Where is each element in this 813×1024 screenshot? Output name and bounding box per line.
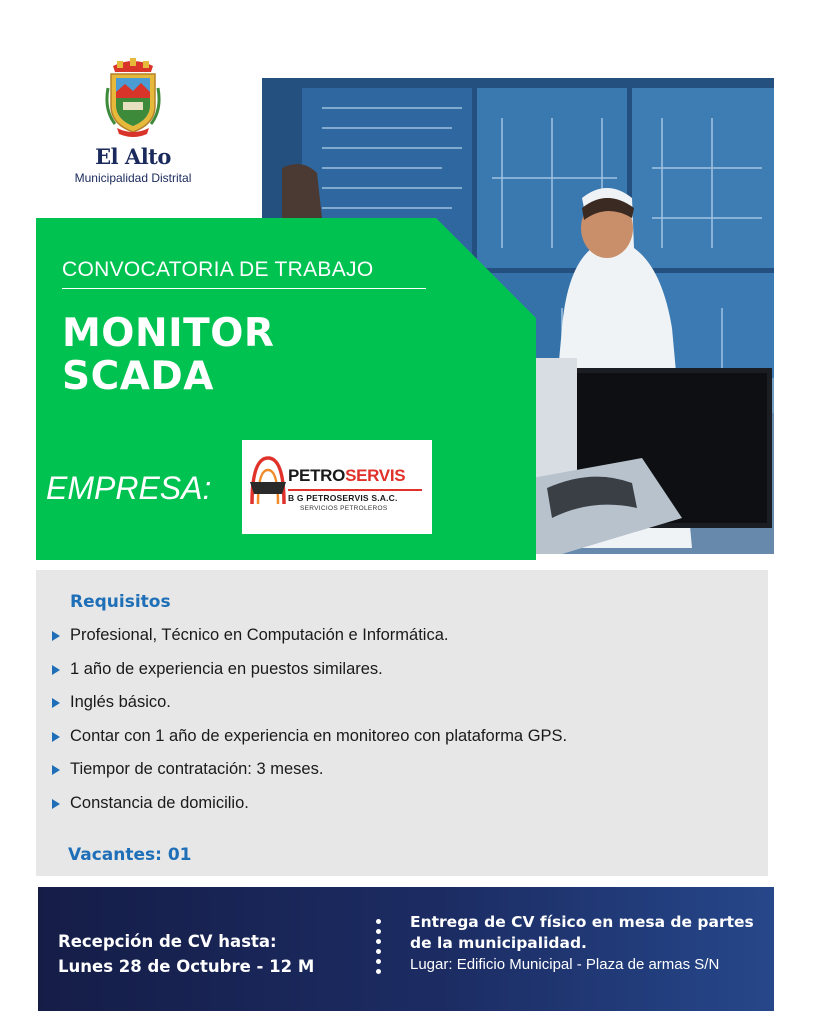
coat-of-arms-icon xyxy=(105,58,161,138)
list-item xyxy=(50,693,567,727)
cv-delivery-info xyxy=(410,912,760,975)
bullet-icon xyxy=(52,665,60,675)
bullet-icon xyxy=(52,765,60,775)
requirement-text: 1 año de experiencia en puestos similares. xyxy=(70,659,383,678)
cv-deadline-label: Recepción de CV hasta: xyxy=(58,932,277,951)
company-divider xyxy=(288,489,422,491)
cv-deadline-date: Lunes 28 de Octubre - 12 M xyxy=(58,957,315,976)
cv-deadline xyxy=(58,929,314,979)
list-item xyxy=(50,794,567,828)
vertical-dots-divider xyxy=(376,919,384,979)
bullet-icon xyxy=(52,698,60,708)
delivery-place: Lugar: Edificio Municipal - Plaza de armas S/N xyxy=(410,956,720,973)
job-title xyxy=(62,312,274,398)
company-name-part1: PETRO xyxy=(288,466,346,485)
logo-title: El Alto xyxy=(95,144,171,169)
requirement-text: Inglés básico. xyxy=(70,693,171,711)
bullet-icon xyxy=(52,799,60,809)
company-name xyxy=(288,466,405,486)
list-item xyxy=(50,727,567,761)
requirements-list xyxy=(50,626,567,827)
vacancies: Vacantes: 01 xyxy=(68,845,192,865)
bullet-icon xyxy=(52,732,60,742)
arch-icon xyxy=(248,452,288,508)
company-legal-name: B G PETROSERVIS S.A.C. xyxy=(288,493,398,503)
company-label: EMPRESA: xyxy=(46,470,212,506)
requirement-text: Constancia de domicilio. xyxy=(70,793,249,812)
bullet-icon xyxy=(52,631,60,641)
company-logo xyxy=(242,440,432,534)
requirements-title: Requisitos xyxy=(70,592,171,612)
requirement-text: Profesional, Técnico en Computación e Informática. xyxy=(70,626,449,644)
municipality-logo xyxy=(58,58,208,185)
company-name-part2: SERVIS xyxy=(345,466,406,485)
logo-subtitle: Municipalidad Distrital xyxy=(74,171,192,185)
requirement-text: Tiempor de contratación: 3 meses. xyxy=(70,760,324,778)
company-tagline: SERVICIOS PETROLEROS xyxy=(300,505,388,512)
requirement-text: Contar con 1 año de experiencia en monitoreo con plataforma GPS. xyxy=(70,726,568,745)
list-item xyxy=(50,760,567,794)
job-category: CONVOCATORIA DE TRABAJO xyxy=(62,258,426,289)
list-item xyxy=(50,626,567,660)
list-item xyxy=(50,660,567,694)
job-title-line2: SCADA xyxy=(62,354,214,399)
job-title-line1: MONITOR xyxy=(62,311,275,356)
delivery-title: Entrega de CV físico en mesa de partes de la municipalidad. xyxy=(410,913,754,952)
